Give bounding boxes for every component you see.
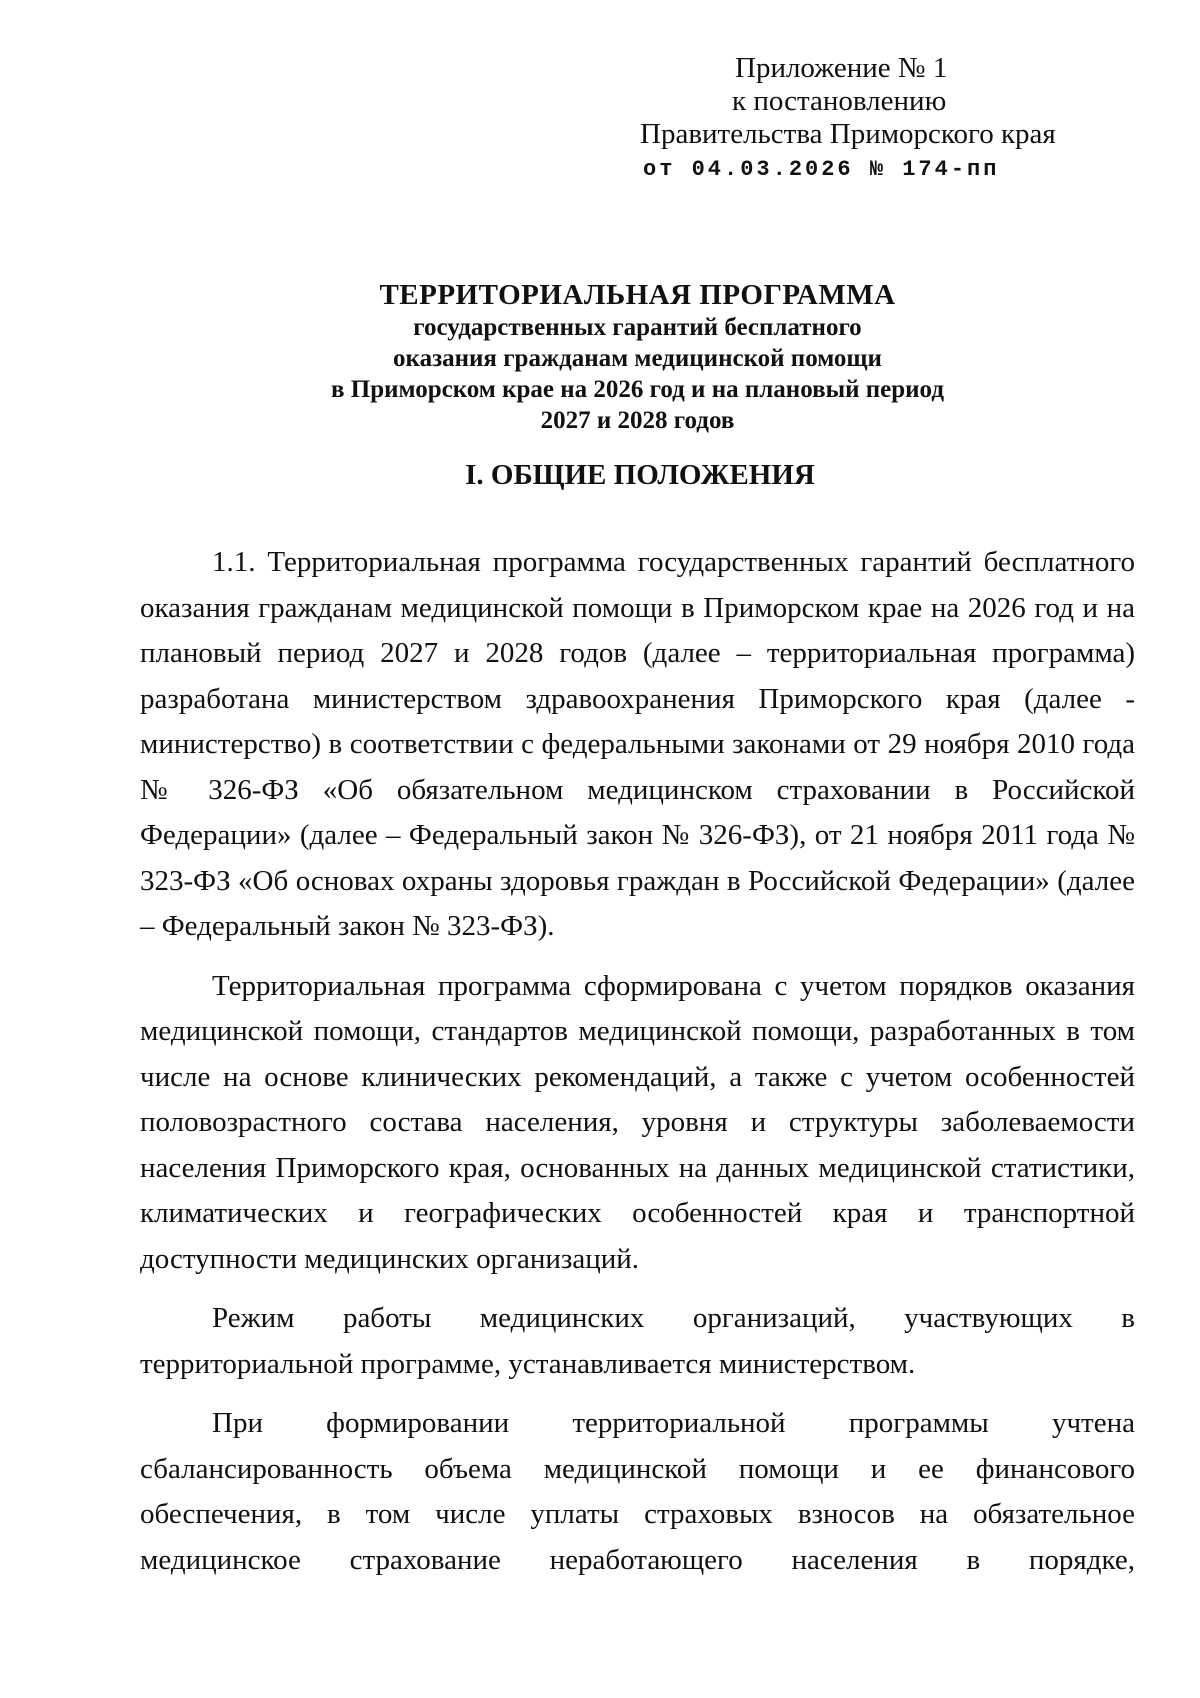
title-line-4: в Приморском крае на 2026 год и на плановый период	[331, 376, 944, 403]
appendix-issuer: Правительства Приморского края	[640, 118, 1056, 150]
paragraph-3: Режим работы медицинских организаций, участвующих в территориальной программе, устанавливается министерством.	[140, 1302, 1135, 1380]
appendix-reference: к постановлению	[732, 85, 947, 117]
title-line-2: государственных гарантий бесплатного	[413, 314, 862, 341]
document-title	[140, 278, 1135, 436]
appendix-number: Приложение № 1	[735, 52, 948, 84]
title-line-3: оказания гражданам медицинской помощи	[393, 345, 882, 372]
title-line-5: 2027 и 2028 годов	[540, 407, 735, 434]
title-main: ТЕРРИТОРИАЛЬНАЯ ПРОГРАММА	[379, 279, 896, 311]
document-body	[140, 540, 1135, 1583]
section-heading: I. ОБЩИЕ ПОЛОЖЕНИЯ	[465, 459, 815, 491]
paragraph-1-1: 1.1. Территориальная программа государственных гарантий бесплатного оказания гражданам медицинской помощи в Приморском крае на 2026 год и на плановый период 2027 и 2028 годов (далее – территориальная программа) разработана министерством здравоохранения Приморского края (далее - министерство) в соответствии с федеральными законами от 29 ноября 2010 года № 326-ФЗ «Об обязательном медицинском страховании в Российской Федерации» (далее – Федеральный закон № 326-ФЗ), от 21 ноября 2011 года № 323-ФЗ «Об основах охраны здоровья граждан в Российской Федерации» (далее – Федеральный закон № 323-ФЗ).	[140, 546, 1135, 942]
paragraph-4: При формировании территориальной программы учтена сбалансированность объема медицинской помощи и ее финансового обеспечения, в том числе уплаты страховых взносов на обязательное медицинское страхование неработающего населения в порядке,	[140, 1407, 1135, 1576]
appendix-date-number: от 04.03.2026 № 174-пп	[643, 157, 1000, 182]
paragraph-2: Территориальная программа сформирована с учетом порядков оказания медицинской помощи, стандартов медицинской помощи, разработанных в том числе на основе клинических рекомендаций, а также с учетом особенностей половозрастного состава населения, уровня и структуры заболеваемости населения Приморского края, основанных на данных медицинской статистики, климатических и географических особенностей края и транспортной доступности медицинских организаций.	[140, 969, 1135, 1275]
appendix-block	[640, 52, 1110, 186]
